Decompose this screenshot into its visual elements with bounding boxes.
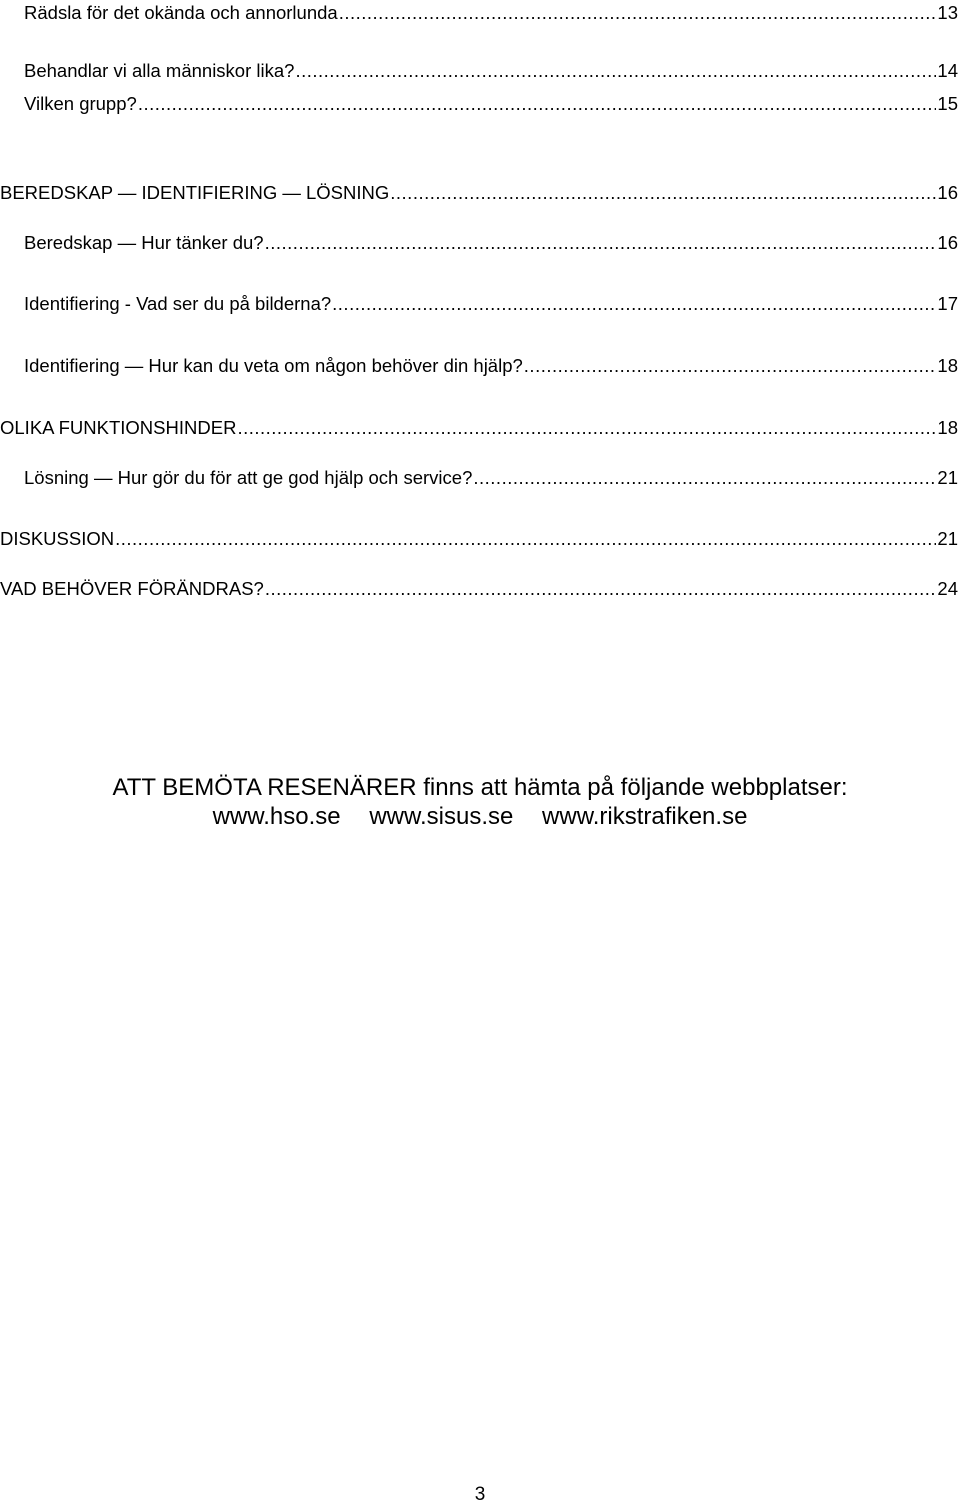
toc-entry[interactable] [24,230,958,256]
toc-entry-page: 18 [937,417,958,438]
toc-entry-title: Lösning — Hur gör du för att ge god hjälp och service? [24,467,473,488]
toc-entry-page: 21 [937,528,958,549]
toc-entry[interactable] [24,353,958,379]
toc-dot-leader [295,58,936,84]
website-link-hso[interactable]: www.hso.se [212,803,341,830]
toc-dot-leader [524,353,937,379]
website-link-rikstrafiken[interactable]: www.rikstrafiken.se [542,803,748,830]
toc-entry-title: BEREDSKAP — IDENTIFIERING — LÖSNING [0,182,390,203]
toc-entry-title: Rädsla för det okända och annorlunda [24,2,338,23]
toc-entry-page: 24 [937,578,958,599]
toc-entry[interactable] [24,58,958,84]
toc-entry[interactable] [24,0,958,26]
toc-entry-page: 13 [937,2,958,23]
toc-entry-page: 21 [937,467,958,488]
toc-entry-title: Behandlar vi alla människor lika? [24,60,295,81]
toc-entry-title: Beredskap — Hur tänker du? [24,232,264,253]
toc-entry[interactable] [24,465,958,491]
toc-entry[interactable] [0,180,958,206]
website-link-sisus[interactable]: www.sisus.se [369,803,514,830]
toc-entry-page: 15 [937,93,958,114]
download-note: ATT BEMÖTA RESENÄRER finns att hämta på följande webbplatser: [112,774,848,801]
toc-entry[interactable] [0,526,958,552]
toc-dot-leader [115,526,936,552]
toc-entry-title: Vilken grupp? [24,93,137,114]
toc-entry-page: 14 [937,60,958,81]
toc-entry-title: Identifiering — Hur kan du veta om någon behöver din hjälp? [24,355,523,376]
toc-dot-leader [473,465,936,491]
toc-entry[interactable] [0,415,958,441]
toc-entry[interactable] [24,91,958,117]
toc-dot-leader [339,0,937,26]
toc-entry-title: OLIKA FUNKTIONSHINDER [0,417,237,438]
toc-entry-page: 18 [937,355,958,376]
page-number: 3 [474,1484,486,1505]
toc-entry-title: VAD BEHÖVER FÖRÄNDRAS? [0,578,264,599]
toc-entry[interactable] [0,576,958,602]
toc-entry[interactable] [24,291,958,317]
toc-entry-page: 17 [937,293,958,314]
toc-dot-leader [390,180,936,206]
toc-dot-leader [265,576,937,602]
website-links [0,802,960,831]
toc-dot-leader [332,291,936,317]
toc-dot-leader [138,91,937,117]
toc-entry-page: 16 [937,232,958,253]
toc-entry-title: Identifiering - Vad ser du på bilderna? [24,293,332,314]
toc-dot-leader [237,415,936,441]
toc-dot-leader [265,230,937,256]
toc-entry-page: 16 [937,182,958,203]
toc-entry-title: DISKUSSION [0,528,115,549]
